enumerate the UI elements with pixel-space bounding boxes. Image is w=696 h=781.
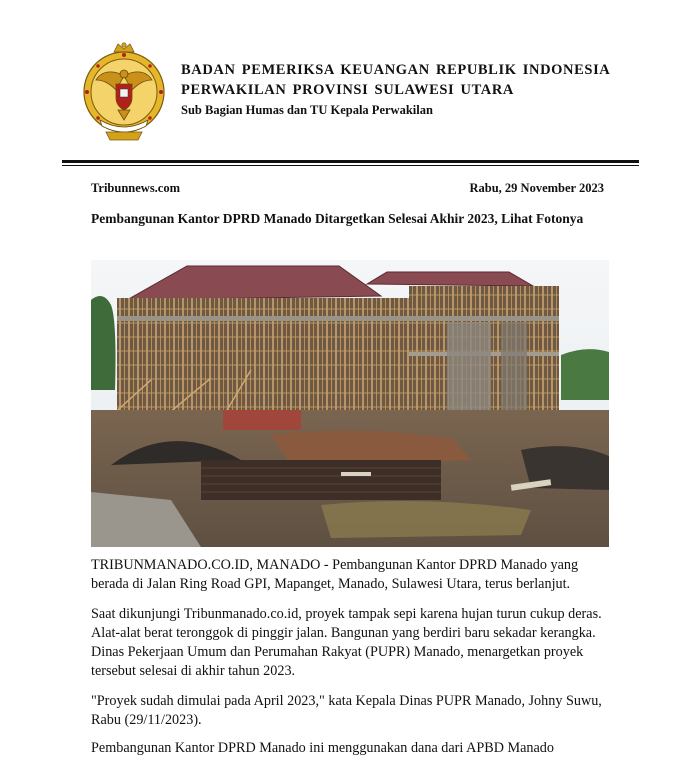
letterhead (0, 0, 696, 160)
article-body (91, 556, 616, 769)
organization-name (181, 60, 610, 119)
construction-photo (91, 260, 609, 547)
org-subdivision: Sub Bagian Humas dan TU Kepala Perwakilan (181, 103, 433, 117)
article-paragraph: Pembangunan Kantor DPRD Manado ini menggunakan dana dari APBD Manado (91, 740, 554, 756)
article-paragraph: TRIBUNMANADO.CO.ID, MANADO - Pembangunan Kantor DPRD Manado yang berada di Jalan Ring Road GPI, Mapanget, Manado, Sulawesi Utara, terus berlanjut. (91, 557, 579, 592)
article-title: Pembangunan Kantor DPRD Manado Ditargetkan Selesai Akhir 2023, Lihat Fotonya (91, 211, 584, 226)
bpk-emblem-icon (76, 40, 172, 144)
article-paragraph: Saat dikunjungi Tribunmanado.co.id, proyek tampak sepi karena hujan turun cukup deras. Alat-alat berat teronggok di pinggir jalan. Bangunan yang berdiri baru sekadar kerangka. Dinas Pekerjaan Umum dan Perumahan Rakyat (PUPR) Manado, menargetkan proyek tersebut selesai di akhir tahun 2023. (91, 606, 602, 679)
article-source: Tribunnews.com (91, 181, 181, 195)
header-divider-thick (62, 160, 639, 163)
org-name-line2: PERWAKILAN PROVINSI SULAWESI UTARA (181, 82, 514, 98)
article-date: Rabu, 29 November 2023 (469, 181, 604, 195)
article-paragraph: "Proyek sudah dimulai pada April 2023," kata Kepala Dinas PUPR Manado, Johny Suwu, Rabu (29/11/2023). (91, 693, 602, 728)
org-name-line1: BADAN PEMERIKSA KEUANGAN REPUBLIK INDONESIA (181, 62, 611, 78)
header-divider-thin (62, 165, 639, 166)
